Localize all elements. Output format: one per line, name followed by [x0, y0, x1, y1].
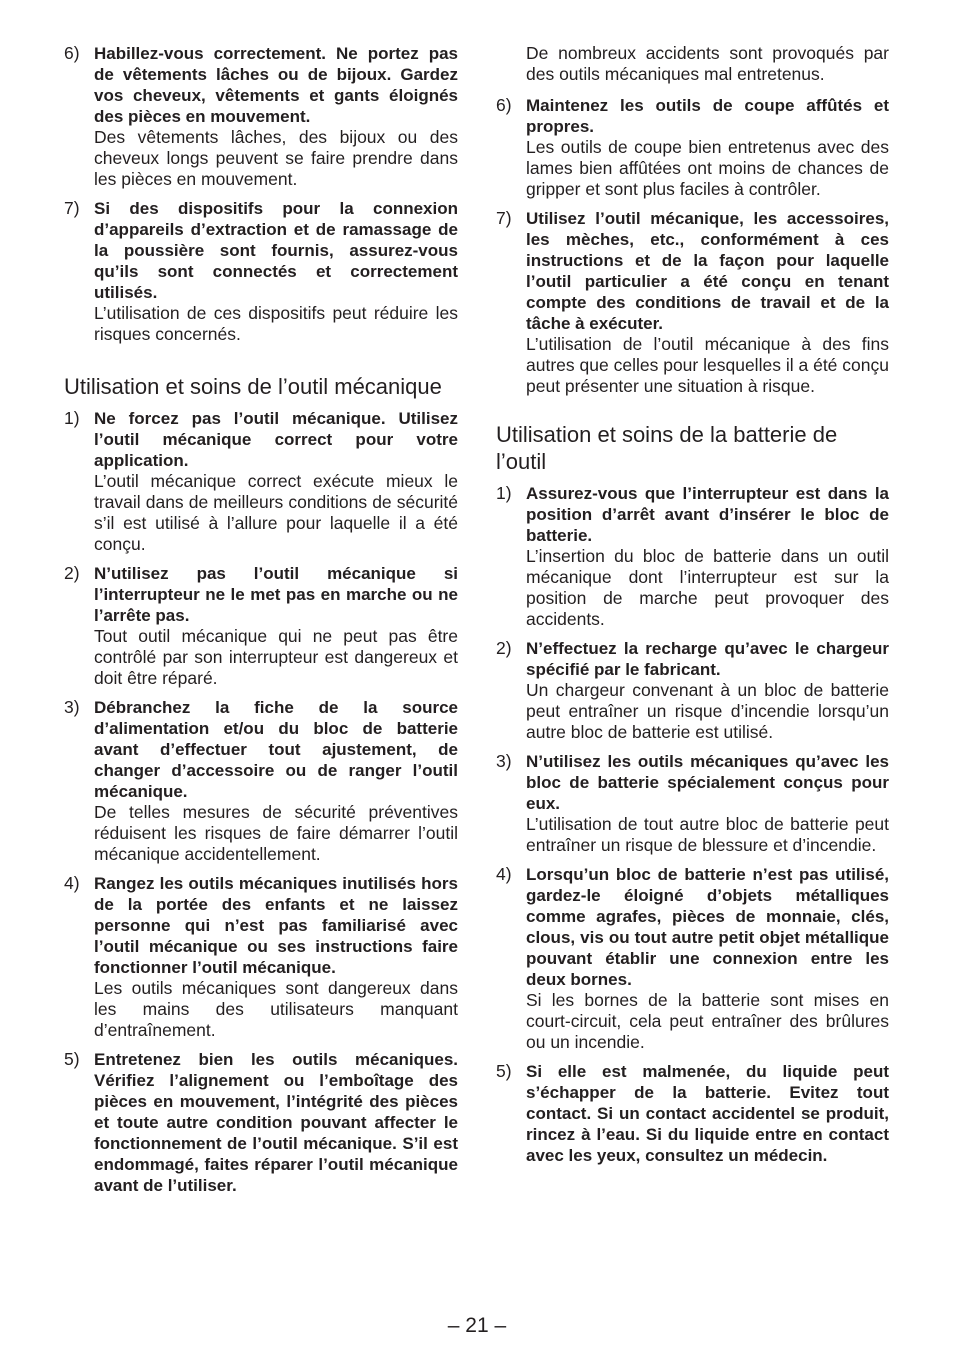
item-explanation: Un chargeur convenant à un bloc de batterie peut entraîner un risque d’incendie lorsqu’un autre bloc de batterie est utilisé. [526, 680, 889, 742]
list-item [496, 208, 889, 397]
list-item [64, 697, 458, 865]
item-number: 7) [64, 198, 80, 218]
left-items [64, 408, 458, 1196]
item-instruction: N’utilisez les outils mécaniques qu’avec les bloc de batterie spécialement conçus pour eux. [526, 752, 889, 813]
continuation-text: De nombreux accidents sont provoqués par des outils mécaniques mal entretenus. [526, 43, 889, 84]
item-instruction: Si des dispositifs pour la connexion d’appareils d’extraction et de ramassage de la poussière sont fournis, assurez-vous qu’ils sont connectés et correctement utilisés. [94, 199, 458, 302]
item-number: 1) [496, 483, 512, 503]
item-instruction: Débranchez la fiche de la source d’alimentation et/ou du bloc de batterie avant d’effectuer tout ajustement, de changer d’accessoire ou de ranger l’outil mécanique. [94, 698, 458, 801]
item-instruction: Si elle est malmenée, du liquide peut s’échapper de la batterie. Evitez tout contact. Si un contact accidentel se produit, rincez à l’eau. Si du liquide entre en contact avec les yeux, consultez un médecin. [526, 1062, 889, 1165]
item-instruction: Assurez-vous que l’interrupteur est dans la position d’arrêt avant d’insérer le bloc de batterie. [526, 484, 889, 545]
item-number: 3) [64, 697, 80, 717]
item-instruction: Habillez-vous correctement. Ne portez pas de vêtements lâches ou de bijoux. Gardez vos cheveux, vêtements et gants éloignés des pièces en mouvement. [94, 44, 458, 126]
item-number: 2) [496, 638, 512, 658]
item-instruction: Utilisez l’outil mécanique, les accessoires, les mèches, etc., conformément à ces instructions et de la façon pour laquelle l’outil particulier a été conçu en tenant compte des conditions de travail et de la tâche à exécuter. [526, 209, 889, 333]
section-heading-tool-use: Utilisation et soins de l’outil mécanique [64, 374, 442, 399]
item-instruction: Entretenez bien les outils mécaniques. Vérifiez l’alignement ou l’emboîtage des pièces en mouvement, l’intégrité des pièces et toute autre condition pouvant affecter le fonctionnement de l’outil mécanique. S’il est endommagé, faites réparer l’outil mécanique avant de l’utiliser. [94, 1050, 458, 1195]
list-item [496, 95, 889, 200]
item-explanation: L’utilisation de l’outil mécanique à des fins autres que celles pour lesquelles il a été conçu peut présenter une situation à risque. [526, 334, 889, 396]
item-number: 4) [64, 873, 80, 893]
list-item [496, 638, 889, 743]
item-instruction: Maintenez les outils de coupe affûtés et propres. [526, 96, 889, 136]
list-item [64, 563, 458, 689]
list-item [64, 43, 458, 190]
list-item [64, 198, 458, 345]
item-number: 4) [496, 864, 512, 884]
item-explanation: Des vêtements lâches, des bijoux ou des cheveux longs peuvent se faire prendre dans les pièces en mouvement. [94, 127, 458, 189]
item-explanation: L’utilisation de ces dispositifs peut réduire les risques concernés. [94, 303, 458, 344]
item-number: 1) [64, 408, 80, 428]
right-items [496, 483, 889, 1166]
left-column [64, 43, 458, 1204]
item-instruction: N’utilisez pas l’outil mécanique si l’interrupteur ne le met pas en marche ou ne l’arrête pas. [94, 564, 458, 625]
item-number: 7) [496, 208, 512, 228]
item-explanation: Tout outil mécanique qui ne peut pas être contrôlé par son interrupteur est dangereux et doit être réparé. [94, 626, 458, 688]
item-explanation: L’utilisation de tout autre bloc de batterie peut entraîner un risque de blessure et d’incendie. [526, 814, 889, 855]
item-explanation: Les outils mécaniques sont dangereux dans les mains des utilisateurs manquant d’entraînement. [94, 978, 458, 1040]
page-number: – 21 – [447, 1314, 507, 1337]
item-number: 5) [496, 1061, 512, 1081]
item-instruction: Lorsqu’un bloc de batterie n’est pas utilisé, gardez-le éloigné d’objets métalliques comme agrafes, pièces de monnaie, clés, clous, vis ou tout autre petit objet métallique pouvant établir une connexion entre les deux bornes. [526, 865, 889, 989]
item-explanation: De telles mesures de sécurité préventives réduisent les risques de faire démarrer l’outil mécanique accidentellement. [94, 802, 458, 864]
item-instruction: N’effectuez la recharge qu’avec le chargeur spécifié par le fabricant. [526, 639, 889, 679]
item-instruction: Ne forcez pas l’outil mécanique. Utilisez l’outil mécanique correct pour votre application. [94, 409, 458, 470]
item-number: 5) [64, 1049, 80, 1069]
left-pre-items [64, 43, 458, 345]
item-number: 2) [64, 563, 80, 583]
list-item [496, 864, 889, 1053]
item-explanation: L’outil mécanique correct exécute mieux le travail dans de meilleurs conditions de sécurité s’il est utilisé à l’allure pour laquelle il a été conçu. [94, 471, 458, 554]
section-heading-battery: Utilisation et soins de la batterie de l’outil [496, 422, 838, 474]
item-explanation: Les outils de coupe bien entretenus avec des lames bien affûtées ont moins de chances de gripper et sont plus faciles à contrôler. [526, 137, 889, 199]
item-number: 6) [496, 95, 512, 115]
item-number: 6) [64, 43, 80, 63]
item-explanation: L’insertion du bloc de batterie dans un outil mécanique dont l’interrupteur est sur la position de marche peut provoquer des accidents. [526, 546, 889, 629]
list-item [64, 408, 458, 555]
right-column [496, 43, 889, 1174]
item-explanation: Si les bornes de la batterie sont mises en court-circuit, cela peut entraîner des brûlures ou un incendie. [526, 990, 889, 1052]
list-item [496, 483, 889, 630]
list-item [64, 1049, 458, 1196]
item-number: 3) [496, 751, 512, 771]
item-instruction: Rangez les outils mécaniques inutilisés hors de la portée des enfants et ne laissez personne qui n’est pas familiarisé avec l’outil mécanique ou ses instructions faire fonctionner l’outil mécanique. [94, 874, 458, 977]
right-pre-items [496, 95, 889, 397]
list-item [496, 751, 889, 856]
list-item [64, 873, 458, 1041]
list-item [496, 1061, 889, 1166]
